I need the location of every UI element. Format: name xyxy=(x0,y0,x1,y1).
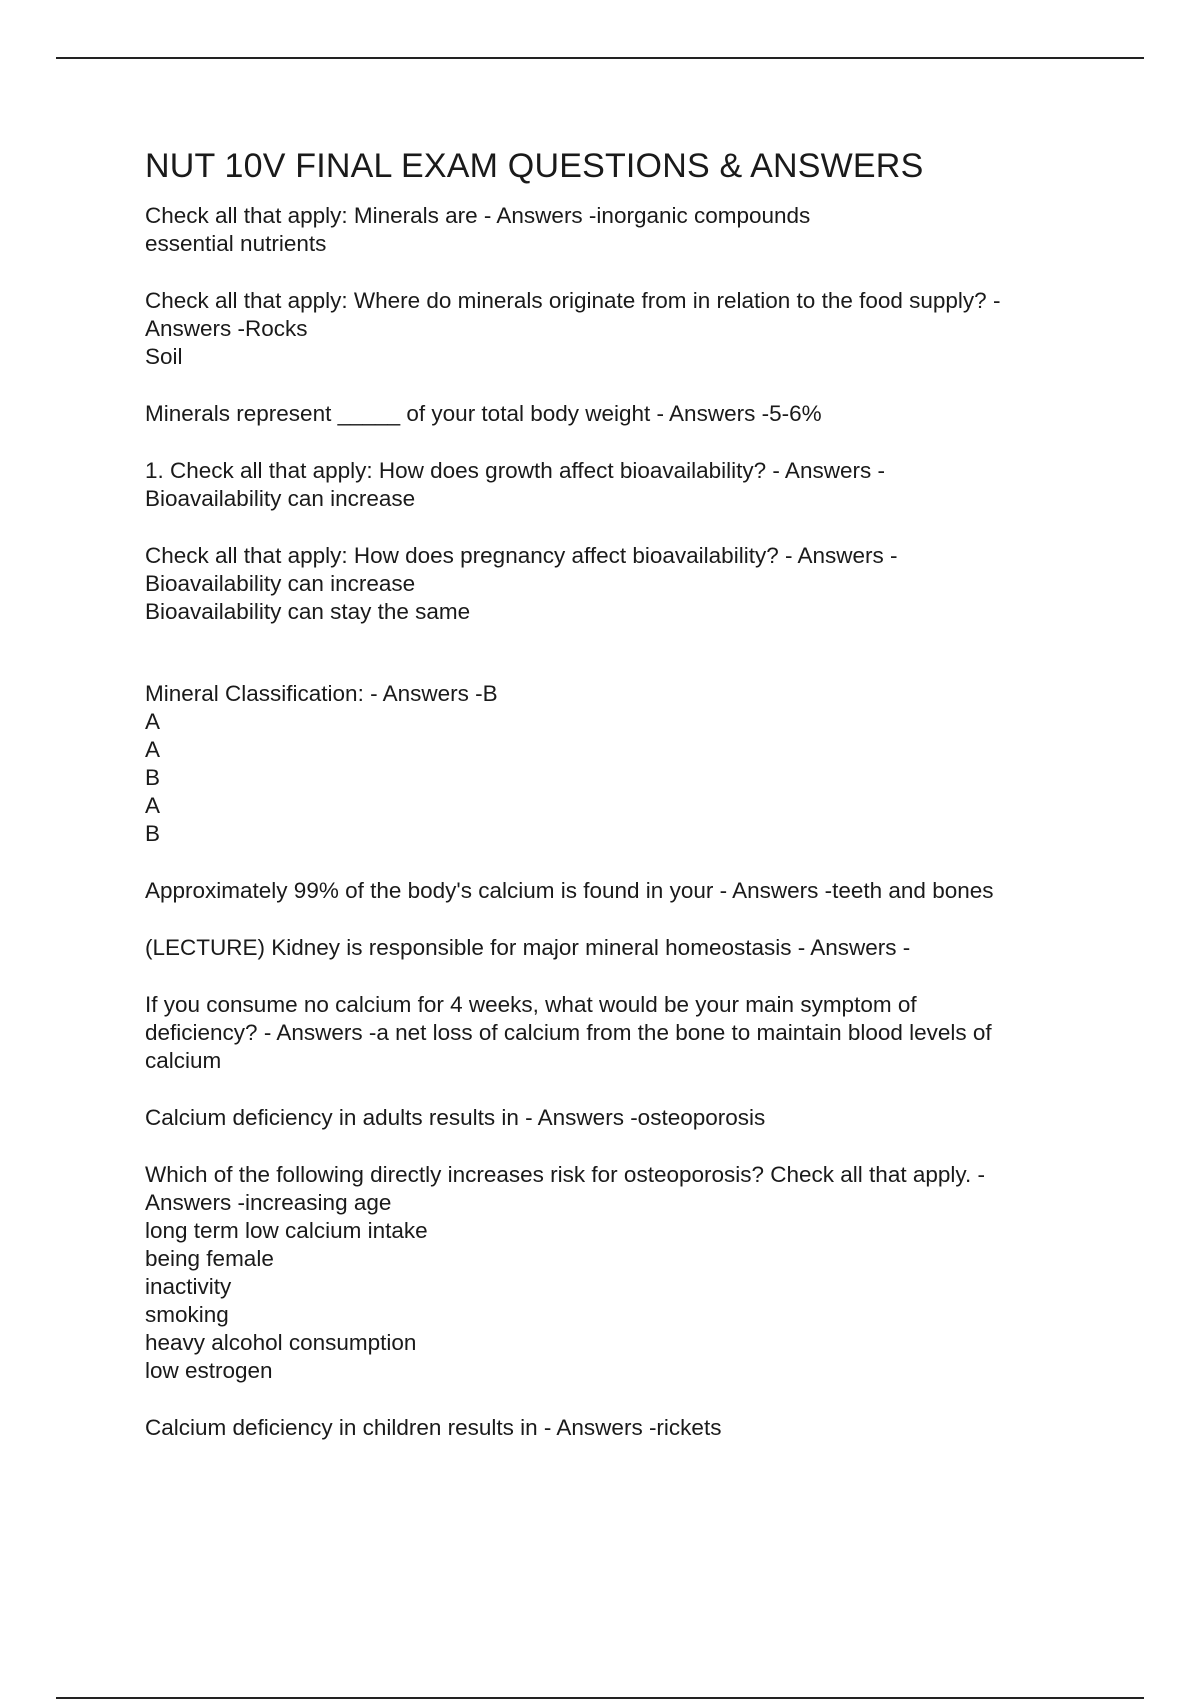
page-title: NUT 10V FINAL EXAM QUESTIONS & ANSWERS xyxy=(145,147,924,185)
qa-item-calcium-location: Approximately 99% of the body's calcium is found in your - Answers -teeth and bones xyxy=(145,878,994,903)
qa-item-pregnancy-bioavailability: Check all that apply: How does pregnancy affect bioavailability? - Answers - Bioavailability can increase Bioavailability can stay the same xyxy=(145,543,898,624)
qa-item-adult-deficiency: Calcium deficiency in adults results in - Answers -osteoporosis xyxy=(145,1105,766,1130)
qa-item-minerals-are: Check all that apply: Minerals are - Answers -inorganic compounds essential nutrients xyxy=(145,203,811,256)
qa-item-osteoporosis-risk: Which of the following directly increases risk for osteoporosis? Check all that apply. - Answers -increasing age long term low calcium intake being female inactivity smoking heavy alcohol consumption low estrogen xyxy=(145,1162,985,1383)
qa-item-kidney-homeostasis: (LECTURE) Kidney is responsible for major mineral homeostasis - Answers - xyxy=(145,935,911,960)
qa-item-no-calcium-symptom: If you consume no calcium for 4 weeks, what would be your main symptom of deficiency? - Answers -a net loss of calcium from the bone to maintain blood levels of calcium xyxy=(145,992,992,1073)
qa-item-growth-bioavailability: 1. Check all that apply: How does growth affect bioavailability? - Answers - Bioavailability can increase xyxy=(145,458,885,511)
qa-item-mineral-origin: Check all that apply: Where do minerals originate from in relation to the food supply? - Answers -Rocks Soil xyxy=(145,288,1001,369)
qa-item-body-weight: Minerals represent _____ of your total body weight - Answers -5-6% xyxy=(145,401,822,426)
qa-item-child-deficiency: Calcium deficiency in children results in - Answers -rickets xyxy=(145,1415,722,1440)
top-rule xyxy=(56,57,1144,59)
qa-item-mineral-classification: Mineral Classification: - Answers -B A A B A B xyxy=(145,681,498,846)
document-body xyxy=(145,138,1085,1471)
bottom-rule xyxy=(56,1697,1144,1699)
